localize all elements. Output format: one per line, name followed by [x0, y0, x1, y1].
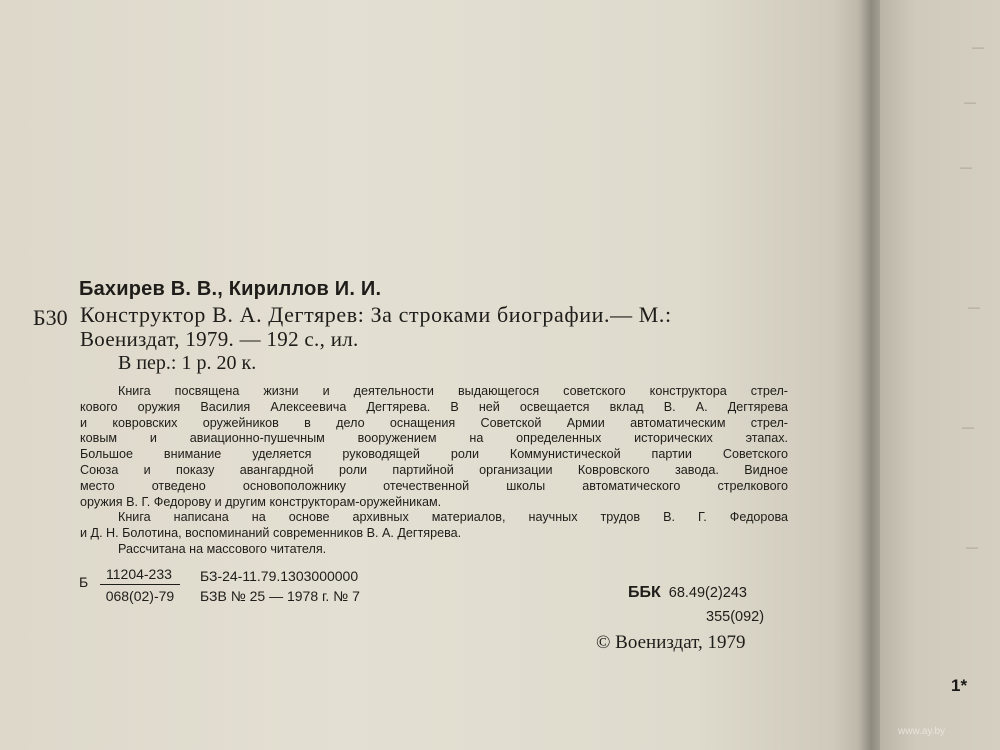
index-code: Б30 [33, 305, 68, 330]
print-codes [200, 566, 360, 606]
b-letter: Б [79, 574, 89, 590]
bbk-code [628, 584, 747, 602]
annotation [80, 384, 788, 558]
code-line: БЗВ № 25 — 1978 г. № 7 [200, 588, 360, 604]
authors: Бахирев В. В., Кириллов И. И. [79, 278, 382, 300]
watermark: www.ay.by [898, 726, 946, 737]
annotation-line: место отведено основоположнику отечественной школы автоматического стрелкового [80, 478, 788, 493]
code-line: БЗ-24-11.79.1303000000 [200, 568, 359, 584]
annotation-line: и Д. Н. Болотина, воспоминаний современников В. А. Дегтярева. [80, 526, 462, 541]
bbk-value: 68.49(2)243 [668, 585, 747, 601]
copyright: © Воениздат, 1979 [596, 632, 746, 653]
fraction-numerator: 11204-233 [100, 566, 180, 585]
annotation-line: Союза и показу авангардной роли партийной организации Ковровского завода. Видное [80, 462, 788, 477]
page-mark: 1* [951, 676, 968, 695]
udk-code: 355(092) [706, 609, 765, 625]
title-line: Конструктор В. А. Дегтярев: За строками биографии.— М.: [80, 302, 672, 327]
annotation-line: Книга написана на основе архивных материалов, научных трудов В. Г. Федорова [118, 510, 788, 525]
book-gutter [858, 0, 882, 750]
annotation-line: Рассчитана на массового читателя. [118, 541, 327, 556]
fraction-code [100, 566, 180, 604]
annotation-line: и ковровских оружейников в дело оснащения Советской Армии автоматическим стрел- [80, 415, 788, 430]
annotation-line: оружия В. Г. Федорову и другим конструкторам-оружейникам. [80, 494, 442, 509]
publisher-line: Воениздат, 1979. — 192 с., ил. [80, 327, 359, 351]
right-page: — — — — — — [880, 0, 1000, 750]
fraction-denominator: 068(02)-79 [105, 588, 175, 604]
annotation-line: Книга посвящена жизни и деятельности выдающегося советского конструктора стрел- [118, 384, 788, 398]
annotation-line: ковым и авиационно-пушечным вооружением на определенных исторических этапах. [80, 431, 788, 446]
annotation-line: Большое внимание уделяется руководящей роли Коммунистической партии Советского [80, 447, 788, 462]
bbk-label: ББК [628, 584, 661, 601]
annotation-line: кового оружия Василия Алексеевича Дегтярева. В ней освещается вклад В. А. Дегтярева [80, 399, 788, 414]
price: В пер.: 1 р. 20 к. [118, 352, 257, 374]
